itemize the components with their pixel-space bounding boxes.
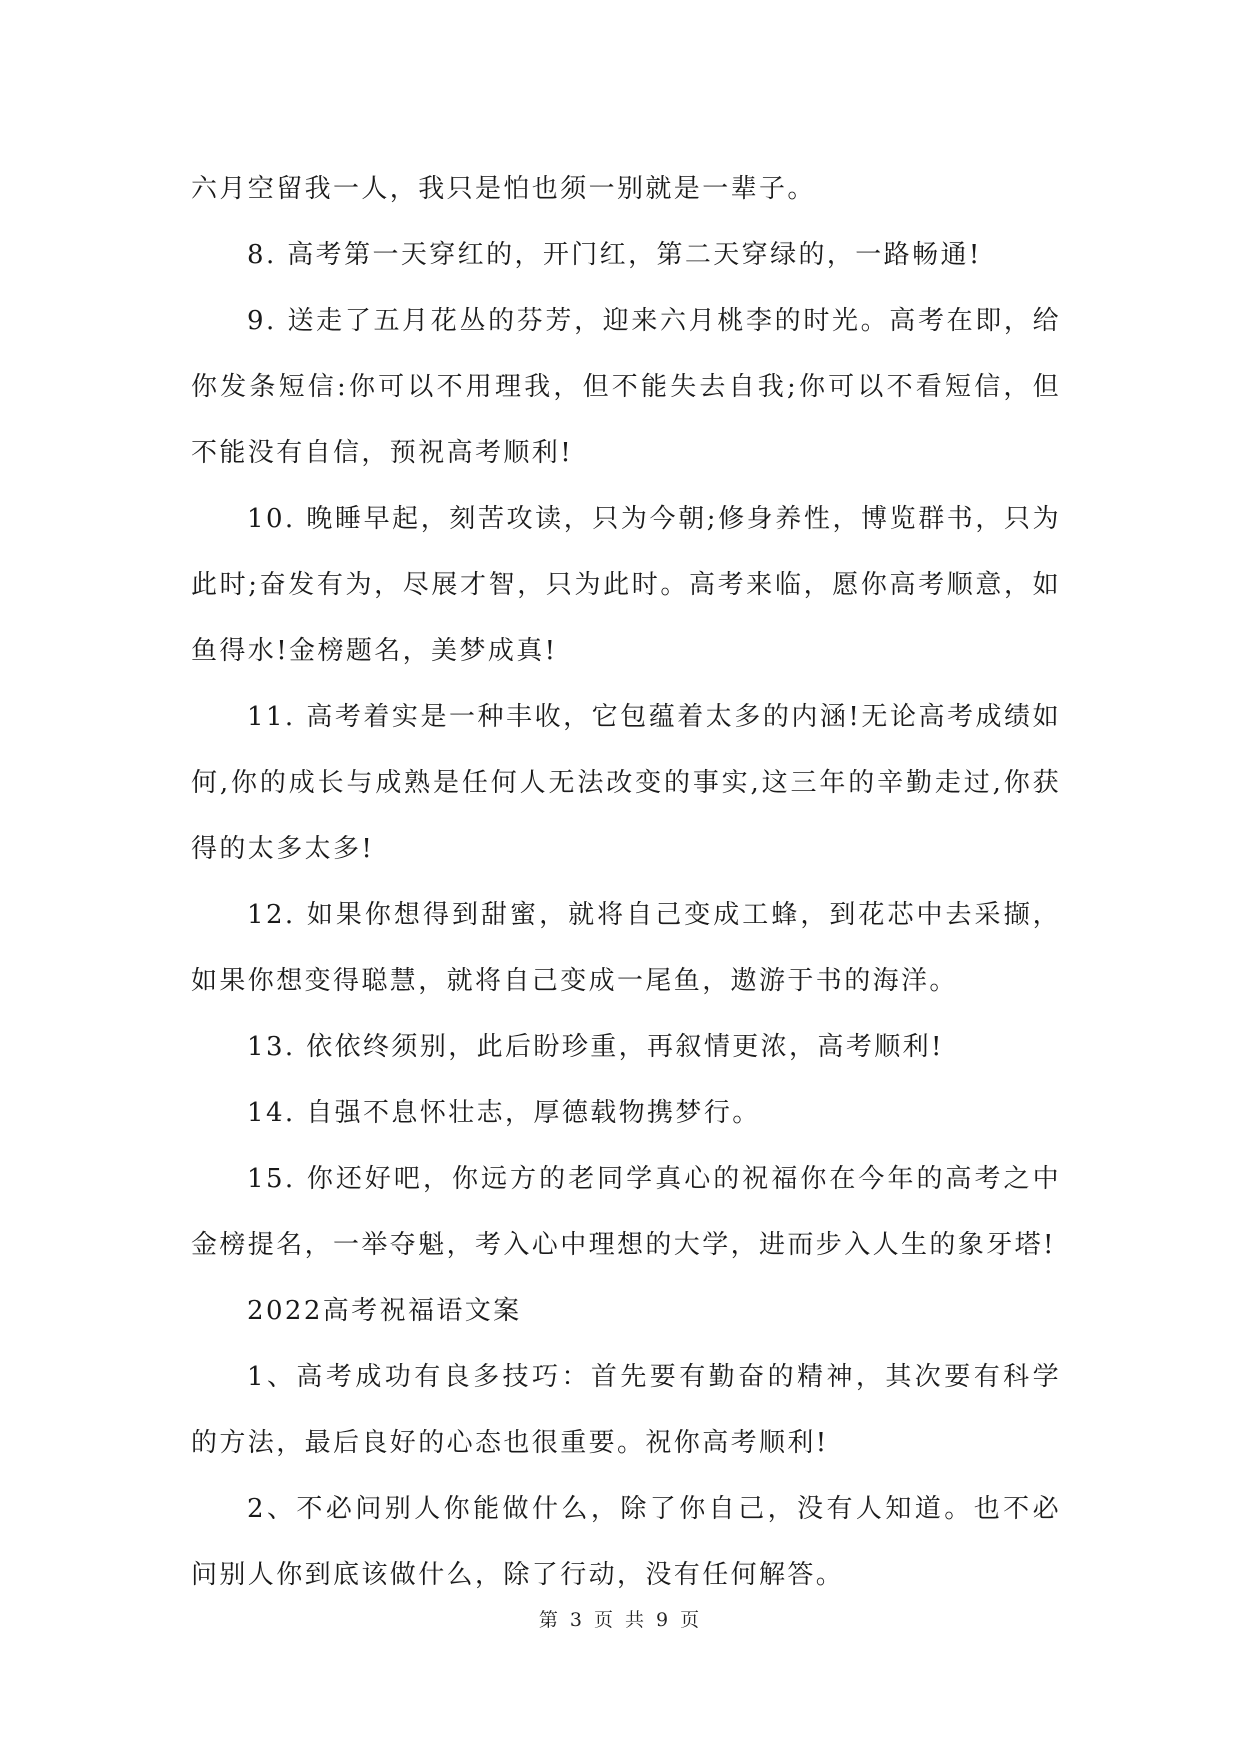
paragraph-item-12: 12. 如果你想得到甜蜜，就将自己变成工蜂，到花芯中去采撷，如果你想变得聪慧，就将自己变成一尾鱼，遨游于书的海洋。 xyxy=(191,900,1061,996)
page-footer: 第 3 页 共 9 页 xyxy=(538,1609,703,1631)
paragraph-item-8: 8. 高考第一天穿红的，开门红，第二天穿绿的，一路畅通! xyxy=(247,240,982,270)
paragraph-item-1: 1、高考成功有良多技巧：首先要有勤奋的精神，其次要有科学的方法，最后良好的心态也很重要。祝你高考顺利! xyxy=(191,1362,1061,1458)
paragraph-item-14: 14. 自强不息怀壮志，厚德载物携梦行。 xyxy=(247,1098,761,1128)
paragraph-continuation: 六月空留我一人，我只是怕也须一别就是一辈子。 xyxy=(191,174,816,204)
paragraph-item-15: 15. 你还好吧，你远方的老同学真心的祝福你在今年的高考之中金榜提名，一举夺魁，考入心中理想的大学，进而步入人生的象牙塔! xyxy=(191,1164,1061,1260)
paragraph-item-2: 2、不必问别人你能做什么，除了你自己，没有人知道。也不必问别人你到底该做什么，除了行动，没有任何解答。 xyxy=(191,1494,1061,1590)
section-heading: 2022高考祝福语文案 xyxy=(247,1296,522,1326)
paragraph-item-9: 9. 送走了五月花丛的芬芳，迎来六月桃李的时光。高考在即，给你发条短信:你可以不用理我，但不能失去自我;你可以不看短信，但不能没有自信，预祝高考顺利! xyxy=(191,306,1061,468)
paragraph-item-11: 11. 高考着实是一种丰收，它包蕴着太多的内涵!无论高考成绩如何,你的成长与成熟是任何人无法改变的事实,这三年的辛勤走过,你获得的太多太多! xyxy=(191,702,1061,864)
paragraph-item-13: 13. 依依终须别，此后盼珍重，再叙情更浓，高考顺利! xyxy=(247,1032,944,1062)
paragraph-item-10: 10. 晚睡早起，刻苦攻读，只为今朝;修身养性，博览群书，只为此时;奋发有为，尽展才智，只为此时。高考来临，愿你高考顺意，如鱼得水!金榜题名，美梦成真! xyxy=(191,504,1061,666)
document-body xyxy=(191,156,1061,1608)
